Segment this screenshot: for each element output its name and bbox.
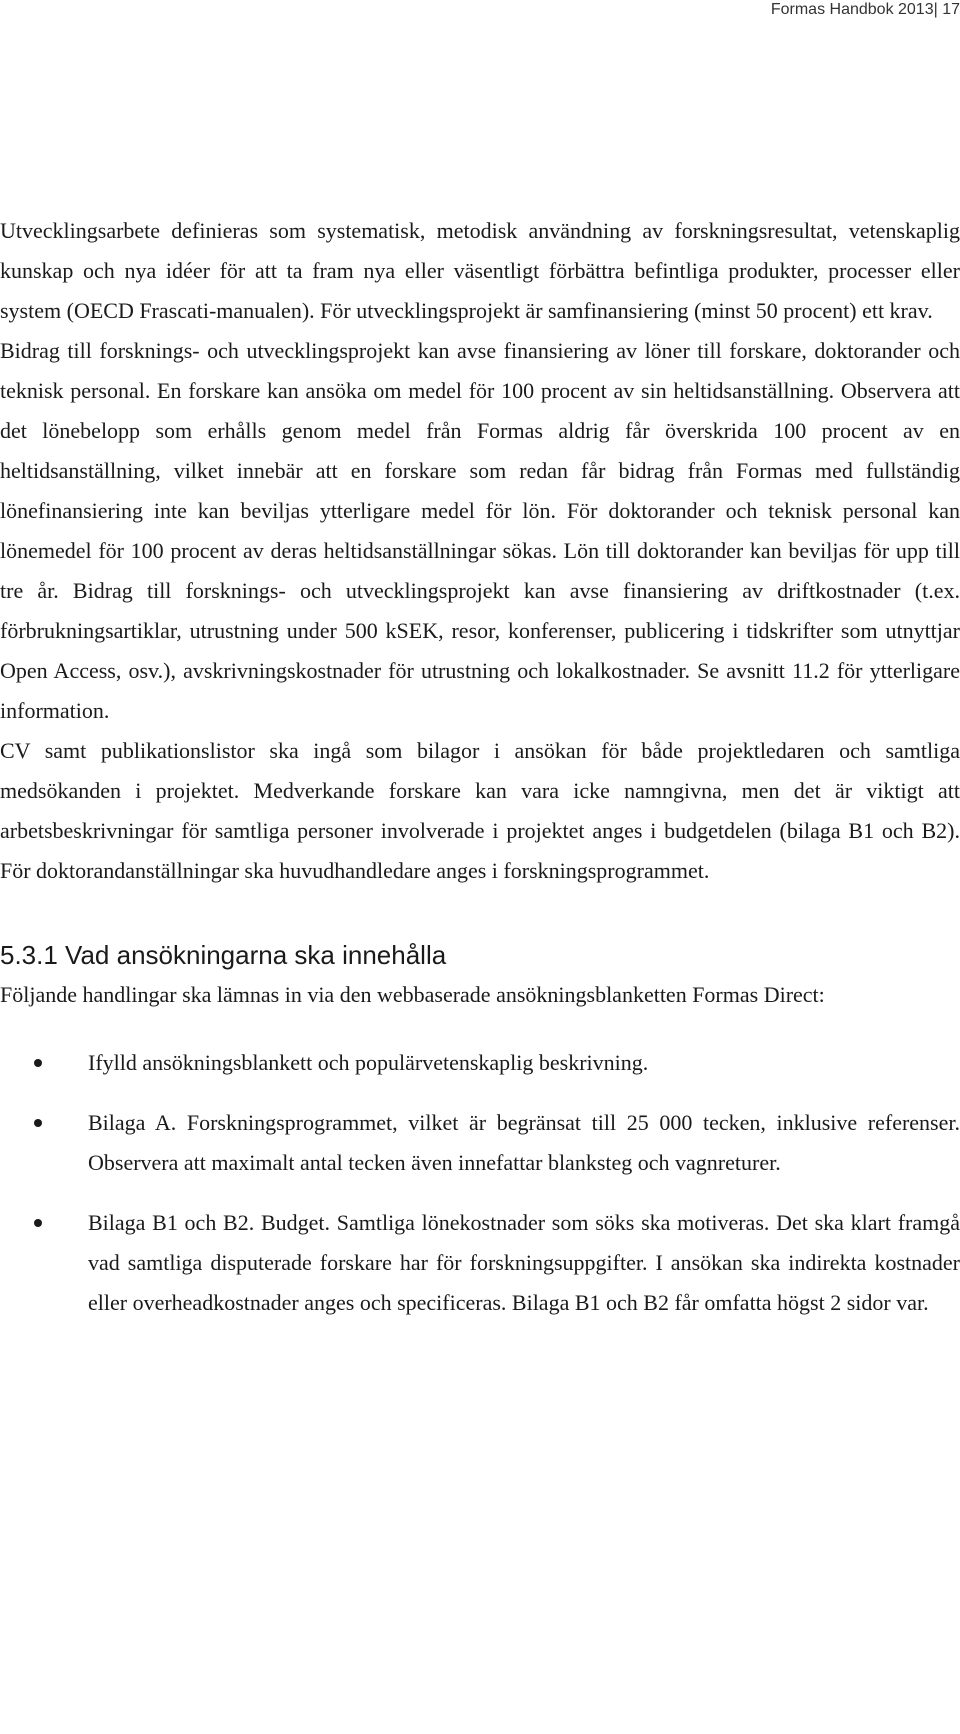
bullet-icon <box>34 1219 42 1227</box>
required-documents-list <box>0 1043 960 1323</box>
list-item <box>0 1043 960 1083</box>
section-intro: Följande handlingar ska lämnas in via den webbaserade ansökningsblanketten Formas Direct: <box>0 982 825 1007</box>
list-item <box>0 1203 960 1323</box>
running-header: Formas Handbok 2013| 17 <box>770 1 960 18</box>
paragraph-funding-salaries: Bidrag till forsknings- och utvecklingsprojekt kan avse finansiering av löner till forskare, doktorander och teknisk personal. En forskare kan ansöka om medel för 100 procent av sin heltidsanställning. Observera att det lönebelopp som erhålls genom medel från Formas aldrig får överskrida 100 procent av en heltidsanställning, vilket innebär att en forskare som redan får bidrag från Formas med fullständig lönefinansiering inte kan beviljas ytterligare medel för lön. För doktorander och teknisk personal kan lönemedel för 100 procent av deras heltidsanställningar sökas. Lön till doktorander kan beviljas för upp till tre år. Bidrag till forsknings- och utvecklingsprojekt kan avse finansiering av driftkostnader (t.ex. förbrukningsartiklar, utrustning under 500 kSEK, resor, konferenser, publicering i tidskrifter som utnyttjar Open Access, osv.), avskrivningskostnader för utrustning och lokalkostnader. Se avsnitt 11.2 för ytterligare information. <box>0 338 960 723</box>
list-item-text: Bilaga A. Forskningsprogrammet, vilket är begränsat till 25 000 tecken, inklusive referenser. Observera att maximalt antal tecken även innefattar blanksteg och vagnreturer. <box>88 1110 960 1175</box>
list-item-text: Ifylld ansökningsblankett och populärvetenskaplig beskrivning. <box>88 1050 649 1075</box>
list-item <box>0 1103 960 1183</box>
bullet-icon <box>34 1119 42 1127</box>
paragraph-cv-publications: CV samt publikationslistor ska ingå som bilagor i ansökan för både projektledaren och samtliga medsökanden i projektet. Medverkande forskare kan vara icke namngivna, men det är viktigt att arbetsbeskrivningar för samtliga personer involverade i projektet anges i budgetdelen (bilaga B1 och B2). För doktorandanställningar ska huvudhandledare anges i forskningsprogrammet. <box>0 738 960 883</box>
section-heading: 5.3.1 Vad ansökningarna ska innehålla <box>0 940 447 970</box>
document-body <box>0 211 960 1323</box>
paragraph-development-definition: Utvecklingsarbete definieras som systematisk, metodisk användning av forskningsresultat, vetenskaplig kunskap och nya idéer för att ta fram nya eller väsentligt förbättra befintliga produkter, processer eller system (OECD Frascati-manualen). För utvecklingsprojekt är samfinansiering (minst 50 procent) ett krav. <box>0 218 960 323</box>
bullet-icon <box>34 1059 42 1067</box>
list-item-text: Bilaga B1 och B2. Budget. Samtliga lönekostnader som söks ska motiveras. Det ska klart framgå vad samtliga disputerade forskare har för forskningsuppgifter. I ansökan ska indirekta kostnader eller overheadkostnader anges och specificeras. Bilaga B1 och B2 får omfatta högst 2 sidor var. <box>88 1210 960 1315</box>
